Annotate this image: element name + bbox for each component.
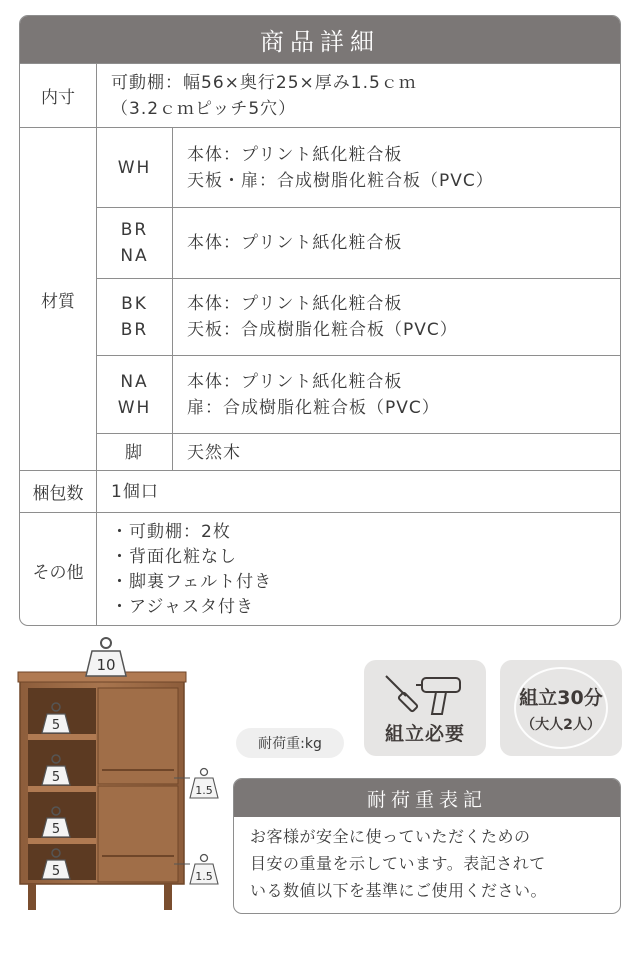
inner-size-row (20, 63, 620, 127)
color-code: BR (120, 220, 149, 240)
assembly-time-sub: （大人2人） (521, 716, 601, 733)
weight-value-shelf: 5 (51, 770, 61, 785)
inner-size-line: （3.2ｃｍピッチ5穴） (111, 98, 297, 119)
color-code: 脚 (125, 442, 144, 463)
weight-value-door: 1.5 (195, 784, 213, 797)
cabinet-leg (28, 884, 36, 910)
material-description (173, 356, 620, 433)
load-note-line: いる数値以下を基準にご使用ください。 (250, 881, 548, 900)
inner-size-line: 可動棚：幅56×奥行25×厚み1.5ｃｍ (111, 72, 417, 93)
color-code: NA (120, 371, 149, 392)
load-note-line: 目安の重量を示しています。表記されて (250, 854, 546, 873)
weight-value-shelf: 5 (51, 864, 61, 879)
material-color-code (97, 279, 173, 355)
material-label: 材質 (20, 128, 97, 470)
screwdriver-drill-icon (380, 670, 470, 720)
color-code: WH (117, 397, 152, 418)
material-color-code (97, 208, 173, 278)
cabinet-leg (164, 884, 172, 910)
color-code: NA (120, 246, 149, 266)
package-count-row (20, 470, 620, 512)
load-note-title: 耐荷重表記 (234, 779, 620, 817)
other-value (97, 513, 620, 626)
load-note-line: お客様が安全に使っていただくための (250, 827, 531, 846)
assembly-time-badge (500, 660, 622, 756)
weight-value-shelf: 5 (51, 718, 61, 733)
material-line: 本体：プリント紙化粧合板 (187, 144, 403, 165)
load-unit-label: 耐荷重:kg (236, 728, 344, 758)
material-line: 天板・扉：合成樹脂化粧合板（PVC） (187, 170, 494, 191)
weight-value-door: 1.5 (195, 870, 213, 883)
door-panel (98, 786, 178, 882)
other-line: ・脚裏フェルト付き (111, 572, 273, 592)
weight-value-top: 10 (96, 656, 116, 674)
material-sub-row (97, 278, 620, 355)
material-sub-row (97, 207, 620, 278)
material-sub-row (97, 128, 620, 207)
spec-table-title: 商品詳細 (20, 16, 620, 63)
material-sub-row (97, 355, 620, 433)
spec-table (19, 15, 621, 626)
inner-size-value (97, 64, 620, 127)
load-note-body (234, 817, 620, 904)
color-code: BK (121, 294, 148, 314)
material-row (20, 127, 620, 470)
time-ring-icon (514, 667, 608, 749)
weight-tag-top (86, 638, 126, 676)
assembly-required-badge (364, 660, 486, 756)
material-line: 本体：プリント紙化粧合板 (187, 233, 403, 253)
material-description (173, 434, 620, 471)
shelf-board (28, 786, 96, 792)
assembly-required-label: 組立必要 (384, 723, 465, 745)
material-sub-row (97, 433, 620, 471)
other-line: ・アジャスタ付き (111, 597, 254, 617)
other-line: ・可動棚：2枚 (111, 522, 231, 542)
inner-size-label: 内寸 (20, 64, 97, 127)
material-line: 扉：合成樹脂化粧合板（PVC） (187, 397, 440, 418)
material-line: 本体：プリント紙化粧合板 (187, 294, 403, 314)
load-note-box (233, 778, 621, 914)
material-line: 天然木 (187, 442, 241, 463)
shelf-board (28, 734, 96, 740)
material-description (173, 128, 620, 207)
material-line: 天板：合成樹脂化粧合板（PVC） (187, 320, 458, 340)
material-line: 本体：プリント紙化粧合板 (187, 371, 403, 392)
material-description (173, 279, 620, 355)
material-description (173, 208, 620, 278)
material-color-code (97, 128, 173, 207)
furniture-load-diagram (14, 630, 234, 920)
weight-value-shelf: 5 (51, 822, 61, 837)
shelf-board (28, 838, 96, 844)
material-color-code (97, 434, 173, 471)
other-line: ・背面化粧なし (111, 547, 237, 567)
material-color-code (97, 356, 173, 433)
other-label: その他 (20, 513, 97, 626)
package-count-value: 1個口 (111, 481, 159, 502)
package-count-label: 梱包数 (20, 471, 97, 512)
color-code: WH (117, 157, 152, 178)
assembly-time-main: 組立30分 (519, 686, 603, 709)
color-code: BR (120, 320, 149, 340)
other-row (20, 512, 620, 626)
